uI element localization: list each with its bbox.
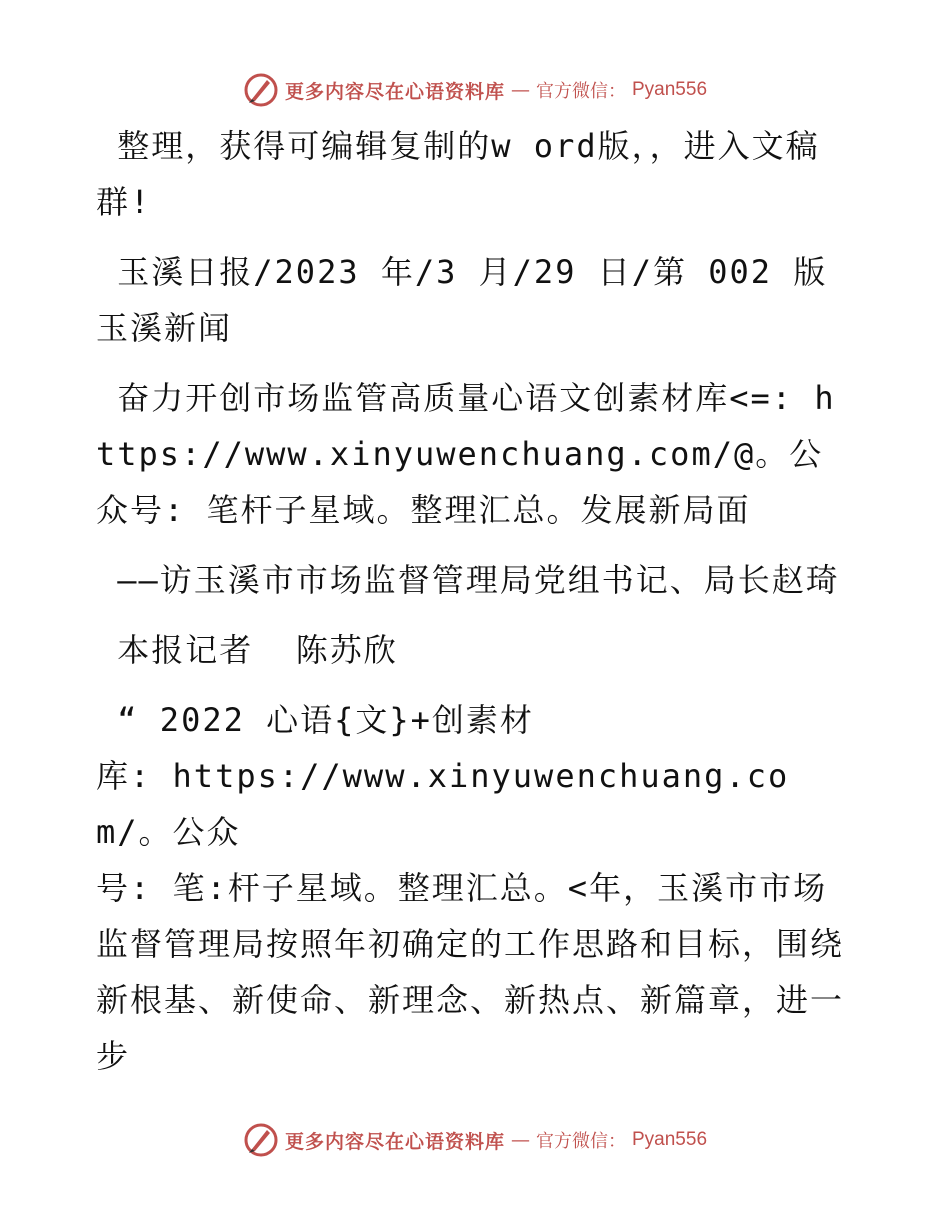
paragraph-intro: 整理，获得可编辑复制的w ord版，，进入文稿群! — [96, 127, 820, 221]
paragraph-headline: 奋力开创市场监管高质量心语文创素材库<=: https://www.xinyuwenchuang.com/@。公众号: 笔杆子星域。整理汇总。发展新局面 — [96, 379, 836, 529]
banner-main-text: 更多内容尽在心语资料库 — [284, 80, 505, 103]
banner-wechat-label: 官方微信： — [536, 1131, 626, 1152]
footer-banner — [0, 1120, 950, 1160]
paragraph-body-line-1: “ 2022 心语{文}+创素材 — [96, 701, 534, 739]
banner-wechat-id: Pyan556 — [632, 1129, 708, 1150]
header-banner — [0, 70, 950, 110]
document-body — [96, 118, 852, 1098]
paragraph-subheadline: ——访玉溪市市场监督管理局党组书记、局长赵琦 — [96, 561, 840, 599]
banner-separator: — — [511, 1129, 530, 1151]
paragraph-source: 玉溪日报/2023 年/3 月/29 日/第 002 版玉溪新闻 — [96, 253, 828, 347]
banner-wechat-label: 官方微信： — [536, 81, 626, 102]
paragraph-body-line-3: 号: 笔:杆子星域。整理汇总。<年，玉溪市市场监督管理局按照年初确定的工作思路和目标，围绕新根基、新使命、新理念、新热点、新篇章，进一步 — [96, 869, 845, 1075]
banner-wechat-id: Pyan556 — [632, 79, 708, 100]
banner-separator: — — [511, 79, 530, 101]
paragraph-body-line-2: 库: https://www.xinyuwenchuang.com/。公众 — [96, 757, 790, 851]
banner-main-text: 更多内容尽在心语资料库 — [284, 1130, 505, 1153]
quill-pen-logo-icon — [243, 72, 279, 108]
paragraph-byline: 本报记者 陈苏欣 — [96, 631, 398, 669]
quill-pen-logo-icon — [243, 1122, 279, 1158]
